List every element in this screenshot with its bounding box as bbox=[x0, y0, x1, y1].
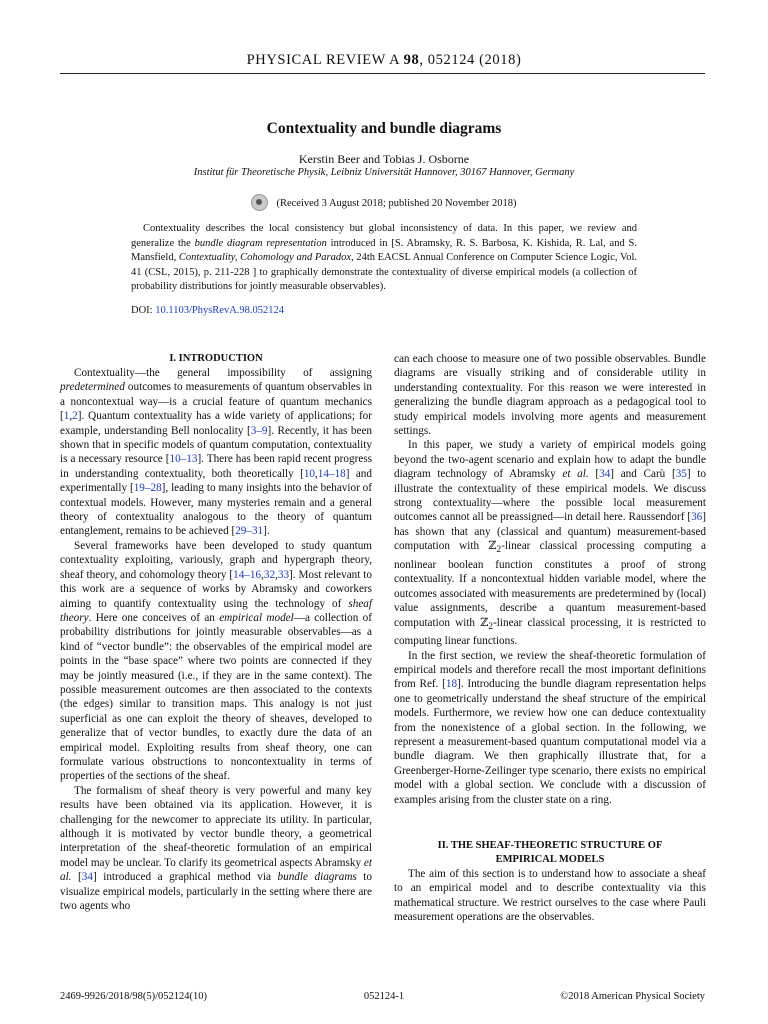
section-heading-sheaf: II. THE SHEAF-THEORETIC STRUCTURE OF bbox=[437, 840, 663, 852]
section-heading-sheaf-line2: EMPIRICAL MODELS bbox=[495, 854, 605, 866]
citation-link[interactable]: 33 bbox=[277, 568, 290, 581]
citation-link[interactable]: 18 bbox=[445, 678, 458, 691]
paragraph: In the first section, we review the sheaf-theoretic formulation of empirical models and therefore recall the most important definitions from Ref. [18]. Introducing the bundle diagram representation helps one to geometrically understand the sheaf structure of the empirical models. Furthermore, we review how one can deduce contextuality from the nonexistence of a global section. In the following, we represent a measurement-based quantum computational model via a bundle diagram. We then graphically illustrate that, for a Greenberger-Horne-Zeilinger type scenario, there exists no empirical model with a global section. We conclude with a discussion of examples arising from the cluster state on a ring. bbox=[394, 649, 706, 806]
paragraph: Several frameworks have been developed to study quantum contextuality exploiting, variously, graph and hypergraph theory, sheaf theory, and cohomology theory [14–16,32,33]. Most relevant to this work are a sequence of works by Abramsky and coworkers aiming to quantify contextuality using the technology of sheaf theory. Here one conceives of an empirical model—a collection of probability distributions for jointly measurable observables—as a kind of “vector bundle”: the observables of the empirical model are points in the “base space” where two points are connected if they may be jointly measured (i.e., if they are in the same context). The possible measurement outcomes are then associated to the contexts (the edges) similar to transition maps. This analogy is not just superficial as one can exploit the theory of sheaves, developed to generalize that of vector bundles, to exactly dure the data of an empirical model. Exploiting results from sheaf theory, one can formulate various obstructions to noncontextuality in terms of properties of the sections of the sheaf. bbox=[60, 539, 372, 783]
math-sub: 2 bbox=[488, 621, 494, 632]
section-spacer bbox=[394, 807, 706, 839]
section-heading-introduction: I. INTRODUCTION bbox=[169, 353, 263, 364]
abstract-italic: bundle diagram representation bbox=[194, 237, 327, 249]
math-sub: 2 bbox=[496, 545, 502, 556]
header-rule bbox=[60, 73, 705, 74]
abstract-italic: Contextuality, Cohomology and Paradox bbox=[178, 252, 352, 263]
footer-issn: 2469-9926/2018/98(5)/052124(10) bbox=[60, 991, 207, 1002]
citation-link[interactable]: 34 bbox=[599, 468, 611, 481]
citation-link[interactable]: 10–13 bbox=[169, 453, 198, 466]
citation-link[interactable]: 32 bbox=[263, 568, 276, 581]
journal-name: PHYSICAL REVIEW A bbox=[246, 52, 400, 68]
citation-link[interactable]: 36 bbox=[691, 511, 703, 524]
paragraph: The aim of this section is to understand how to associate a sheaf to an empirical model and to describe contextuality via this mathematical structure. We restrict ourselves to the case where Pauli measurement operations are the observables. bbox=[394, 868, 706, 924]
crossmark-icon[interactable] bbox=[251, 194, 268, 211]
paper-title: Contextuality and bundle diagrams bbox=[266, 120, 502, 137]
footer-page-number: 052124-1 bbox=[363, 991, 405, 1002]
received-line bbox=[0, 195, 768, 212]
math-z: ℤ bbox=[480, 616, 489, 629]
abstract-part: introduced in [S. Abramsky, R. S. Barbosa, K. Kishida, R. Lal, and S. Mansfield, bbox=[131, 237, 637, 263]
math-z: ℤ bbox=[488, 540, 497, 553]
abstract bbox=[131, 222, 637, 295]
footer-copyright: ©2018 American Physical Society bbox=[560, 991, 705, 1002]
doi-link[interactable]: 10.1103/PhysRevA.98.052124 bbox=[155, 305, 285, 316]
citation-link[interactable]: 19–28 bbox=[133, 482, 162, 495]
paragraph: Contextuality—the general impossibility of assigning predetermined outcomes to measurements of quantum observables in a noncontextual way—is a crucial feature of quantum mechanics [1,2]. Quantum contextuality has a wide variety of applications; for example, understanding Bell nonlocality [3–9]. Recently, it has been shown that in specific models of quantum computation, contextuality is a necessary resource [10–13]. There has been rapid recent progress in understanding contextuality, both theoretically [10,14–18] and experimentally [19–28], leading to many insights into the behavior of contextual models. However, many mysteries remain and a general theory of contextuality analogous to the theory of quantum entanglement, remains to be achieved [29–31]. bbox=[60, 367, 373, 538]
citation-link[interactable]: 10 bbox=[303, 467, 315, 480]
citation-link[interactable]: 34 bbox=[81, 871, 93, 884]
citation-link[interactable]: 14–18 bbox=[317, 467, 346, 480]
paragraph: The formalism of sheaf theory is very powerful and many key results have been obtained via its application. However, it is challenging for the newcomer to appreciate its utility. In particular, although it is motivated by vector bundle theory, a geometrical interpretation of the sheaf-theoretic formulation of an empirical model may be unclear. To clarify its geometrical aspects Abramsky et al. [34] introduced a graphical method via bundle diagrams to visualize empirical models, particularly in the setting where there are two agents who bbox=[60, 784, 372, 913]
journal-volume: 98 bbox=[403, 52, 420, 68]
citation-link[interactable]: 2 bbox=[72, 410, 78, 423]
abstract-part: , 24th EACSL Annual Conference on Computer Science Logic, Vol. 41 (CSL, 2015), p. 211-228 ] to graphically demonstrate the contextuality of diverse empirical models (a collection of probability distributions for jointly measurable observables). bbox=[131, 252, 638, 292]
doi-line bbox=[131, 305, 284, 316]
article-number: , 052124 (2018) bbox=[419, 52, 522, 68]
affiliation: Institut für Theoretische Physik, Leibniz Universität Hannover, 30167 Hannover, Germany bbox=[193, 167, 575, 178]
citation-link[interactable]: 35 bbox=[675, 468, 687, 481]
citation-link[interactable]: 3–9 bbox=[250, 424, 268, 437]
paragraph: can each choose to measure one of two possible observables. Bundle diagrams are visually striking and of considerable utility in understanding contextuality. For this reason we were interested in generalizing the bundle diagram approach as a pedagogical tool to study empirical models involving more agents and measurement settings. bbox=[394, 353, 706, 438]
citation-link[interactable]: 1 bbox=[63, 410, 70, 423]
doi-label: DOI: bbox=[131, 305, 153, 316]
received-dates: (Received 3 August 2018; published 20 November 2018) bbox=[276, 197, 517, 209]
right-column bbox=[394, 352, 706, 925]
abstract-part: Contextuality describes the local consistency but global inconsistency of data. In this paper, we review and generalize the bbox=[131, 223, 637, 249]
left-column bbox=[60, 352, 372, 913]
journal-header bbox=[0, 52, 768, 69]
citation-link[interactable]: 14–16 bbox=[233, 568, 262, 581]
paragraph: In this paper, we study a variety of empirical models going beyond the two-agent scenario and explain how to adapt the bundle diagram technology of Abramsky et al. [34] and Carù [35] to illustrate the contextuality of these empirical models. We discuss strong contextuality—where the possible local measurement outcomes cannot all be preassigned—in detail here. Raussendorf [36] has shown that any (classical and quantum) measurement-based computation with ℤ$_2$-linear classical processing computing a nonlinear boolean function constitutes a proof of strong contextuality. If a noncontextual hidden variable model, where the outcomes associated with measurements are predetermined by (local) value assignments, describe a quantum measurement-based computation with ℤ$_2$-linear classical processing, it is restricted to computing linear functions. bbox=[394, 439, 706, 648]
abstract-text bbox=[131, 222, 637, 295]
authors: Kerstin Beer and Tobias J. Osborne bbox=[298, 152, 470, 166]
citation-link[interactable]: 29–31 bbox=[235, 525, 264, 538]
